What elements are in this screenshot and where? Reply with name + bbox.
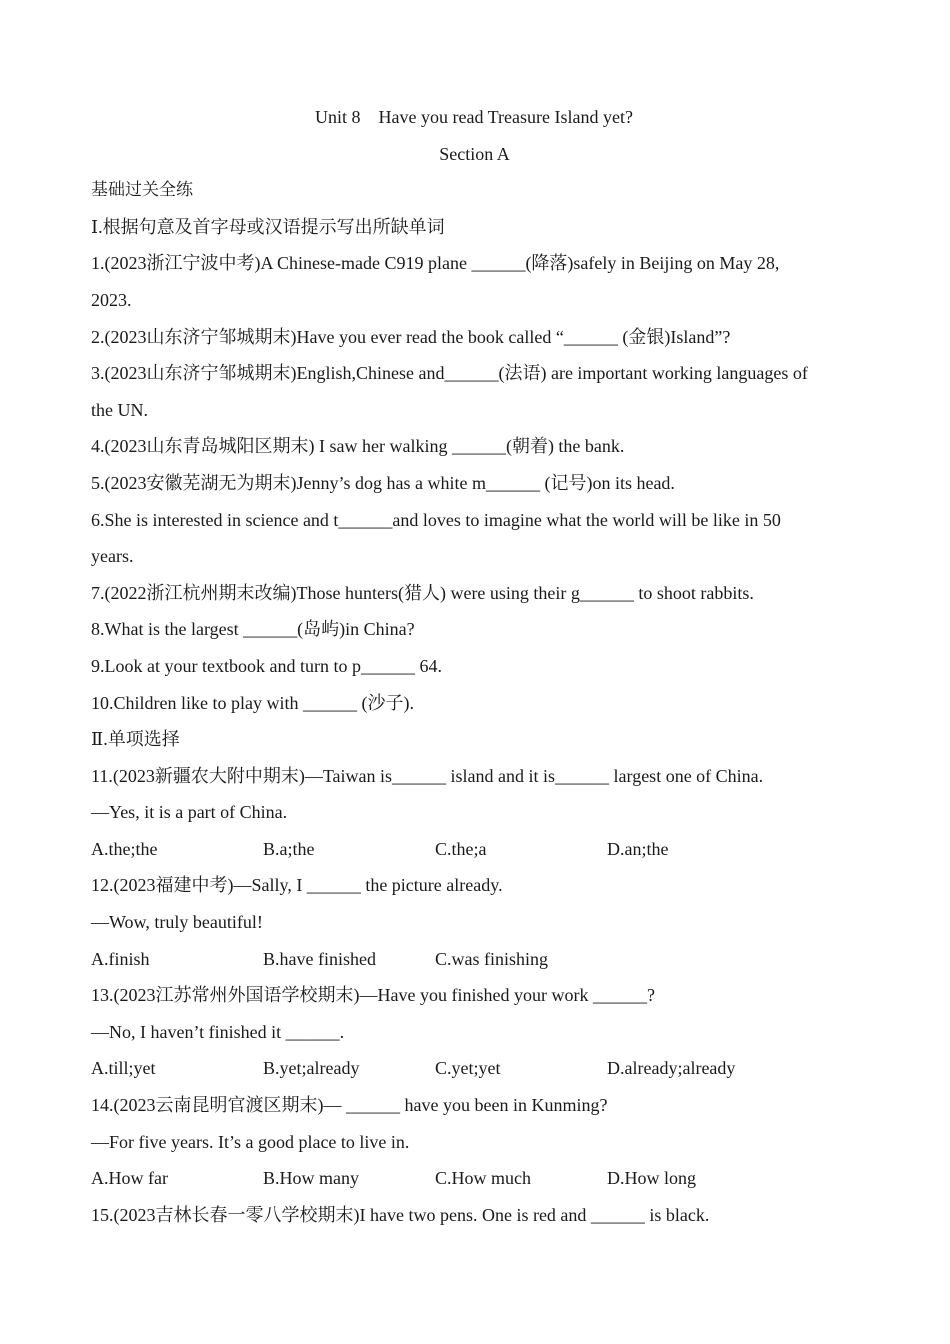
option-a: A.finish <box>91 948 150 969</box>
option-b: B.yet;already <box>263 1058 360 1079</box>
option-a: A.How far <box>91 1168 168 1189</box>
question-6: 6.She is interested in science and t______and loves to imagine what the world will be like in 50 <box>91 509 781 530</box>
option-a: A.the;the <box>91 838 158 859</box>
question-4: 4.(2023山东青岛城阳区期末) I saw her walking ______(朝着) the bank. <box>91 436 625 457</box>
option-d: D.already;already <box>607 1058 736 1079</box>
option-c: C.How much <box>435 1168 531 1189</box>
option-c: C.yet;yet <box>435 1058 501 1079</box>
question-2: 2.(2023山东济宁邹城期末)Have you ever read the book called “______ (金银)Island”? <box>91 326 731 347</box>
question-1: 1.(2023浙江宁波中考)A Chinese-made C919 plane ______(降落)safely in Beijing on May 28, <box>91 253 780 274</box>
question-11-reply: —Yes, it is a part of China. <box>91 802 288 823</box>
question-1-continued: 2023. <box>91 289 132 310</box>
question-7: 7.(2022浙江杭州期末改编)Those hunters(猎人) were using their g______ to shoot rabbits. <box>91 582 754 603</box>
question-12-reply: —Wow, truly beautiful! <box>91 912 263 933</box>
option-b: B.have finished <box>263 948 376 969</box>
option-d: D.an;the <box>607 838 669 859</box>
question-14: 14.(2023云南昆明官渡区期末)— ______ have you been in Kunming? <box>91 1095 608 1116</box>
option-c: C.was finishing <box>435 948 549 969</box>
section-title: Section A <box>439 143 510 164</box>
question-13-options <box>91 1050 858 1087</box>
question-3: 3.(2023山东济宁邹城期末)English,Chinese and______(法语) are important working languages of <box>91 363 808 384</box>
question-13: 13.(2023江苏常州外国语学校期末)—Have you finished your work ______? <box>91 985 655 1006</box>
question-3-continued: the UN. <box>91 399 148 420</box>
question-15: 15.(2023吉林长春一零八学校期末)I have two pens. One is red and ______ is black. <box>91 1204 710 1225</box>
question-12: 12.(2023福建中考)—Sally, I ______ the picture already. <box>91 875 503 896</box>
question-9: 9.Look at your textbook and turn to p______ 64. <box>91 655 442 676</box>
part2-heading: Ⅱ.单项选择 <box>91 729 180 750</box>
option-c: C.the;a <box>435 838 487 859</box>
question-8: 8.What is the largest ______(岛屿)in China? <box>91 619 415 640</box>
question-10: 10.Children like to play with ______ (沙子). <box>91 692 414 713</box>
question-13-reply: —No, I haven’t finished it ______. <box>91 1021 345 1042</box>
question-11: 11.(2023新疆农大附中期末)—Taiwan is______ island and it is______ largest one of China. <box>91 765 764 786</box>
section-header: 基础过关全练 <box>91 180 193 201</box>
question-14-options <box>91 1160 858 1197</box>
question-5: 5.(2023安徽芜湖无为期末)Jenny’s dog has a white m______ (记号)on its head. <box>91 472 675 493</box>
question-12-options <box>91 941 858 978</box>
option-a: A.till;yet <box>91 1058 156 1079</box>
question-11-options <box>91 831 858 868</box>
option-b: B.How many <box>263 1168 359 1189</box>
question-6-continued: years. <box>91 546 134 567</box>
option-b: B.a;the <box>263 838 315 859</box>
question-14-reply: —For five years. It’s a good place to live in. <box>91 1131 410 1152</box>
option-d: D.How long <box>607 1168 696 1189</box>
part1-heading: Ⅰ.根据句意及首字母或汉语提示写出所缺单词 <box>91 216 445 237</box>
unit-title: Unit 8 Have you read Treasure Island yet? <box>315 107 633 127</box>
